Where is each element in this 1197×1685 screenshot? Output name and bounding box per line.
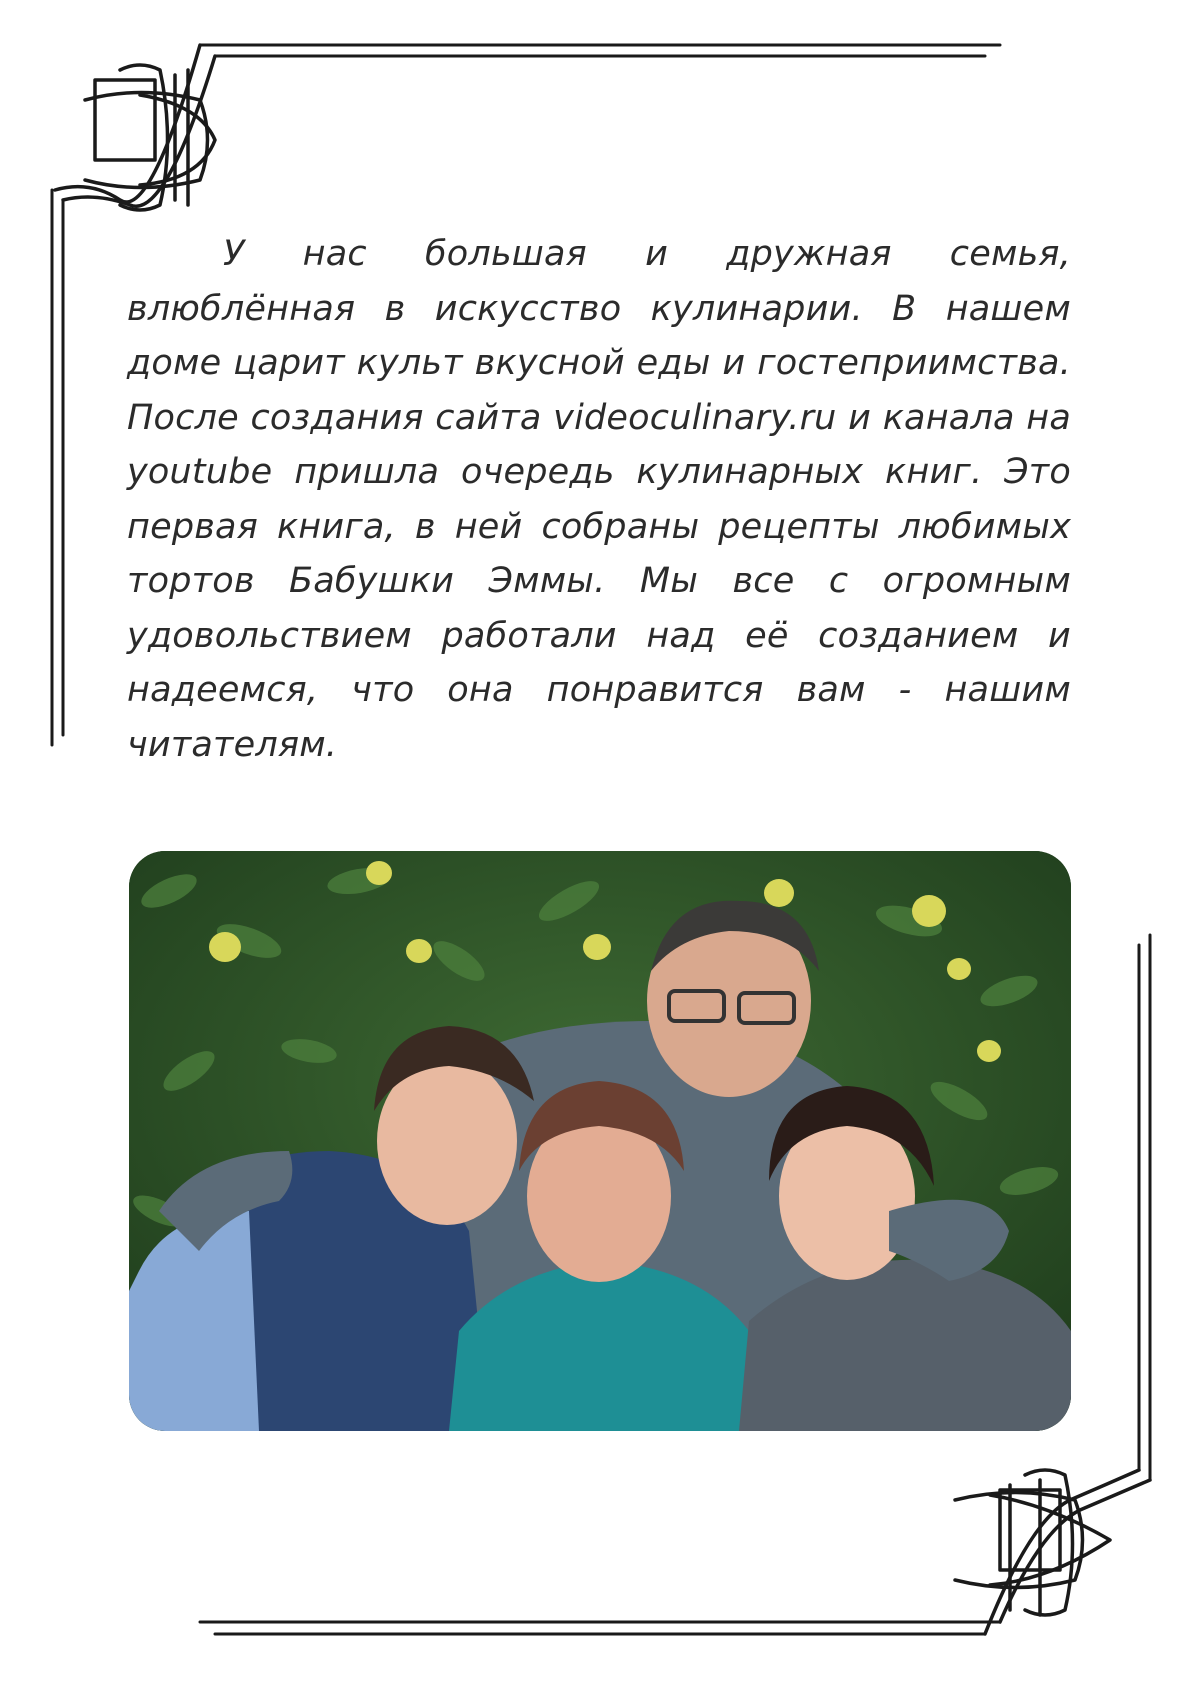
intro-paragraph: У нас большая и дружная семья, влюблённая в искусство кулинарии. В нашем доме царит культ вкусной еды и гостеприимства. После создания сайта videoculinary.ru и канала на youtube пришла очередь кулинарных книг. Это первая книга, в ней собраны рецепты любимых тортов Бабушки Эммы. Мы все с огромным удовольствием работали над её созданием и надеемся, что она понравится вам - нашим читателям. [127, 234, 1071, 765]
knot-ornament-top-left [55, 45, 215, 210]
family-photo [129, 851, 1071, 1431]
knot-ornament-bottom-right [955, 1470, 1150, 1634]
